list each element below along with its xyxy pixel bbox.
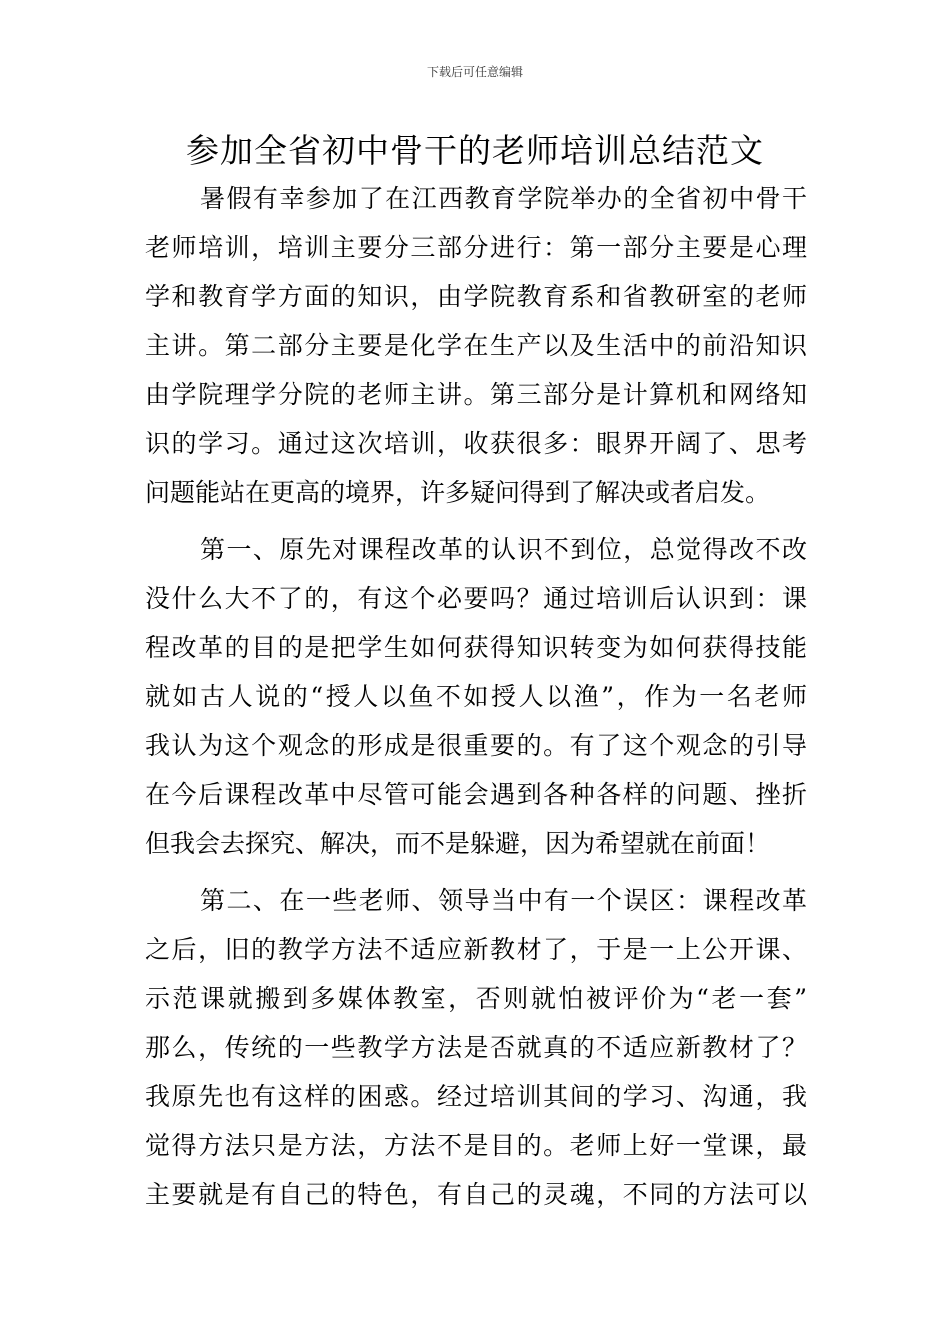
text-line: 但我会去探究、解决，而不是躲避，因为希望就在前面！	[145, 829, 771, 858]
text-line: 问题能站在更高的境界，许多疑问得到了解决或者启发。	[145, 478, 771, 507]
text-line: 第一、原先对课程改革的认识不到位，总觉得改不改	[200, 535, 807, 564]
text-line: 在今后课程改革中尽管可能会遇到各种各样的问题、挫折	[145, 780, 807, 809]
text-line: 由学院理学分院的老师主讲。第三部分是计算机和网络知	[145, 380, 807, 409]
text-line: 主要就是有自己的特色，有自己的灵魂，不同的方法可以	[145, 1180, 807, 1209]
text-line: 暑假有幸参加了在江西教育学院举办的全省初中骨干	[200, 184, 807, 213]
text-line: 我原先也有这样的困惑。经过培训其间的学习、沟通，我	[145, 1082, 807, 1111]
text-line: 学和教育学方面的知识，由学院教育系和省教研室的老师	[145, 282, 807, 311]
paragraph-3	[145, 876, 807, 1219]
text-line: 示范课就搬到多媒体教室，否则就怕被评价为“老一套”	[145, 984, 807, 1013]
text-line: 第二、在一些老师、领导当中有一个误区：课程改革	[200, 886, 807, 915]
paragraph-2	[145, 525, 807, 868]
header-note: 下载后可任意编辑	[426, 65, 523, 79]
text-line: 那么，传统的一些教学方法是否就真的不适应新教材了？	[145, 1033, 807, 1062]
text-line: 没什么大不了的，有这个必要吗？通过培训后认识到：课	[145, 584, 807, 613]
text-line: 识的学习。通过这次培训，收获很多：眼界开阔了、思考	[145, 429, 807, 458]
text-line: 程改革的目的是把学生如何获得知识转变为如何获得技能	[145, 633, 807, 662]
text-line: 主讲。第二部分主要是化学在生产以及生活中的前沿知识	[145, 331, 807, 360]
document-title: 参加全省初中骨干的老师培训总结范文	[186, 131, 764, 170]
text-line: 觉得方法只是方法，方法不是目的。老师上好一堂课，最	[145, 1131, 807, 1160]
paragraph-1	[145, 174, 807, 517]
document-body	[145, 174, 807, 1227]
text-line: 就如古人说的“授人以鱼不如授人以渔”，作为一名老师	[145, 682, 807, 711]
text-line: 之后，旧的教学方法不适应新教材了，于是一上公开课、	[145, 935, 807, 964]
text-line: 我认为这个观念的形成是很重要的。有了这个观念的引导	[145, 731, 807, 760]
text-line: 老师培训，培训主要分三部分进行：第一部分主要是心理	[145, 233, 807, 262]
